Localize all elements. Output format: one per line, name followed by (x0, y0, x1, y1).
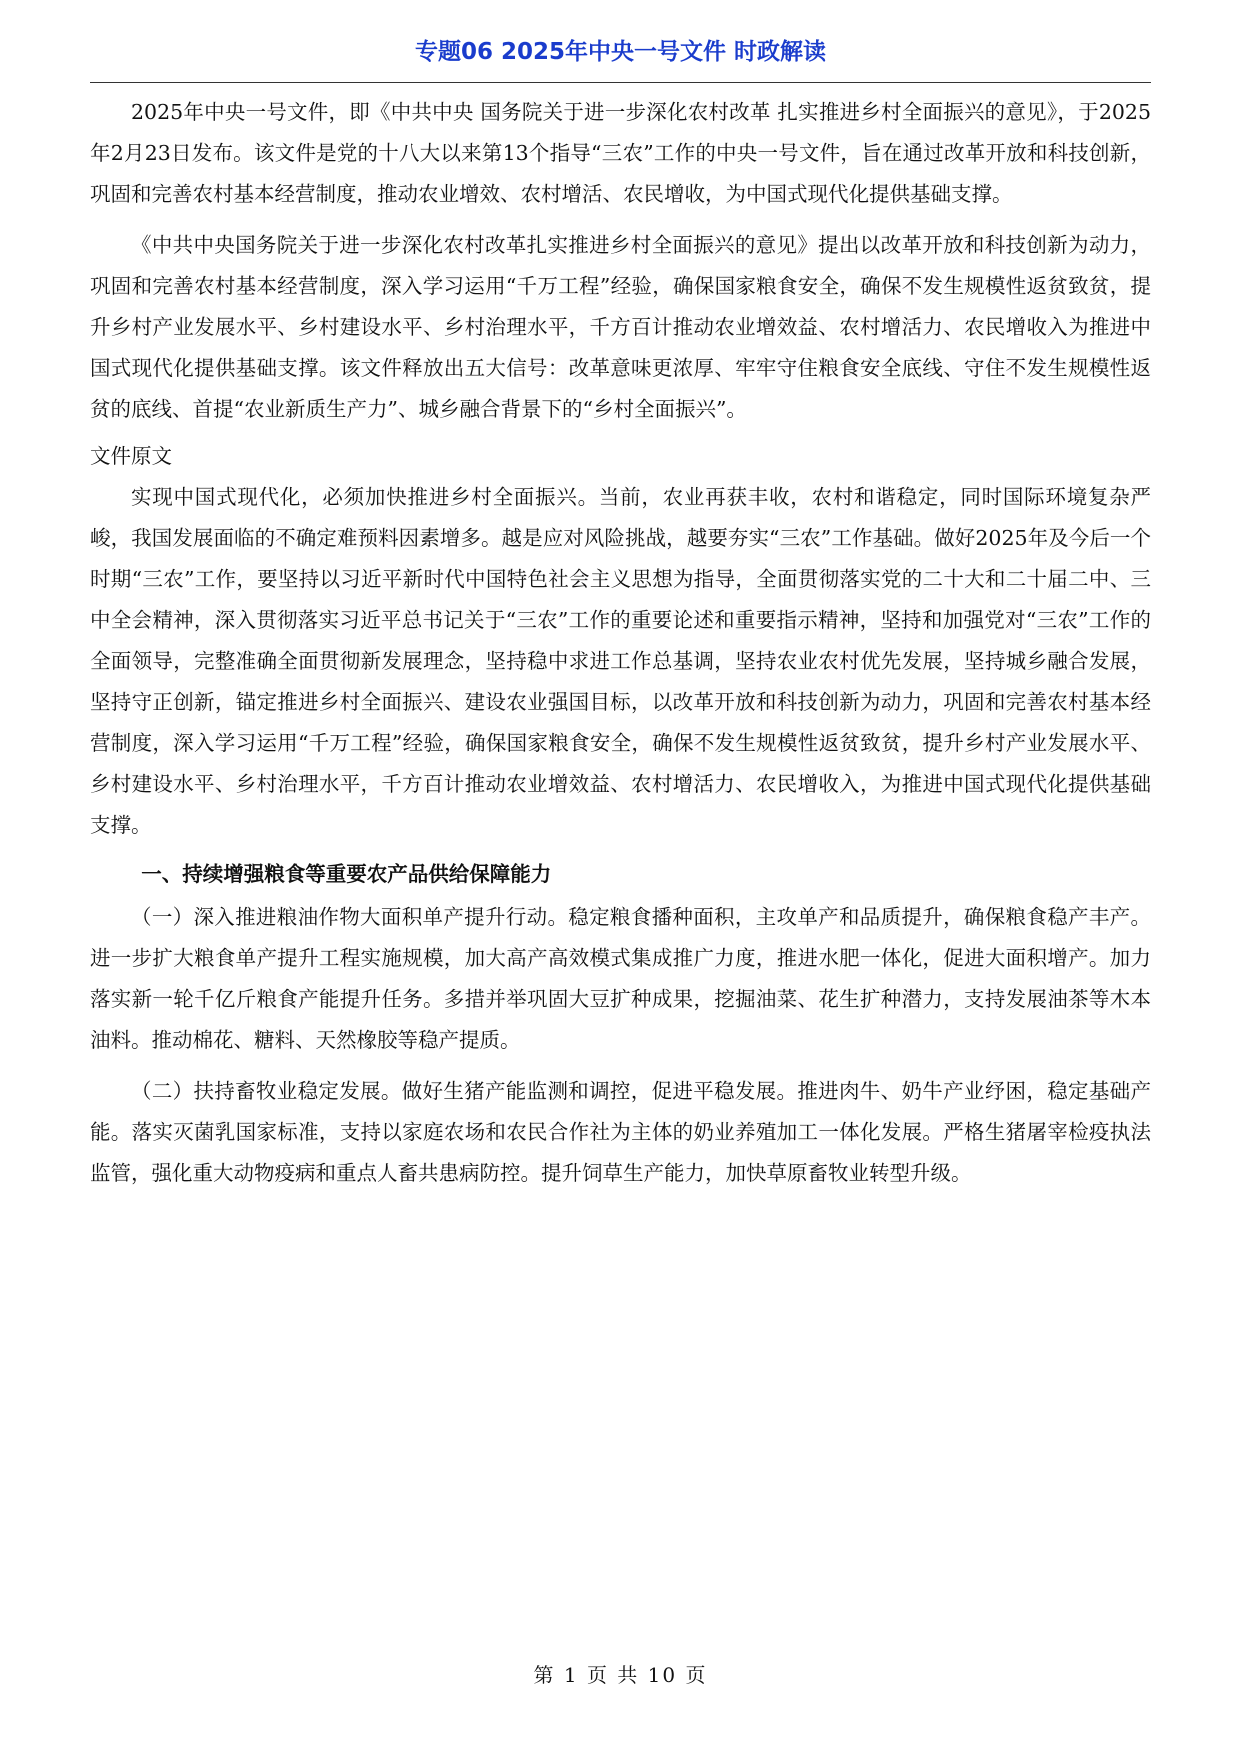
section-1-item-1: （一）深入推进粮油作物大面积单产提升行动。稳定粮食播种面积，主攻单产和品质提升，确保粮食稳产丰产。进一步扩大粮食单产提升工程实施规模，加大高产高效模式集成推广力度，推进水肥一体化，促进大面积增产。加力落实新一轮千亿斤粮食产能提升任务。多措并举巩固大豆扩种成果，挖掘油菜、花生扩种潜力，支持发展油茶等木本油料。推动棉花、糖料、天然橡胶等稳产提质。 (90, 905, 1151, 1052)
page-number-footer: 第 1 页 共 10 页 (533, 1663, 708, 1687)
original-paragraph-1: 实现中国式现代化，必须加快推进乡村全面振兴。当前，农业再获丰收，农村和谐稳定，同时国际环境复杂严峻，我国发展面临的不确定难预料因素增多。越是应对风险挑战，越要夯实“三农”工作基础。做好2025年及今后一个时期“三农”工作，要坚持以习近平新时代中国特色社会主义思想为指导，全面贯彻落实党的二十大和二十届二中、三中全会精神，深入贯彻落实习近平总书记关于“三农”工作的重要论述和重要指示精神，坚持和加强党对“三农”工作的全面领导，完整准确全面贯彻新发展理念，坚持稳中求进工作总基调，坚持农业农村优先发展，坚持城乡融合发展，坚持守正创新，锚定推进乡村全面振兴、建设农业强国目标，以改革开放和科技创新为动力，巩固和完善农村基本经营制度，深入学习运用“千万工程”经验，确保国家粮食安全，确保不发生规模性返贫致贫，提升乡村产业发展水平、乡村建设水平、乡村治理水平，千方百计推动农业增效益、农村增活力、农民增收入，为推进中国式现代化提供基础支撑。 (90, 485, 1151, 837)
section-1-heading: 一、持续增强粮食等重要农产品供给保障能力 (141, 862, 552, 886)
page-header-title: 专题06 2025年中央一号文件 时政解读 (414, 39, 827, 65)
section-1-item-2: （二）扶持畜牧业稳定发展。做好生猪产能监测和调控，促进平稳发展。推进肉牛、奶牛产业纾困，稳定基础产能。落实灭菌乳国家标准，支持以家庭农场和农民合作社为主体的奶业养殖加工一体化发展。严格生猪屠宰检疫执法监管，强化重大动物疫病和重点人畜共患病防控。提升饲草生产能力，加快草原畜牧业转型升级。 (90, 1079, 1151, 1185)
original-text-label: 文件原文 (90, 444, 172, 468)
intro-paragraph-1: 2025年中央一号文件，即《中共中央 国务院关于进一步深化农村改革 扎实推进乡村全面振兴的意见》，于2025年2月23日发布。该文件是党的十八大以来第13个指导“三农”工作的中央一号文件，旨在通过改革开放和科技创新，巩固和完善农村基本经营制度，推动农业增效、农村增活、农民增收，为中国式现代化提供基础支撑。 (90, 100, 1151, 206)
intro-paragraph-2: 《中共中央国务院关于进一步深化农村改革扎实推进乡村全面振兴的意见》提出以改革开放和科技创新为动力，巩固和完善农村基本经营制度，深入学习运用“千万工程”经验，确保国家粮食安全，确保不发生规模性返贫致贫，提升乡村产业发展水平、乡村建设水平、乡村治理水平，千方百计推动农业增效益、农村增活力、农民增收入为推进中国式现代化提供基础支撑。该文件释放出五大信号：改革意味更浓厚、牢牢守住粮食安全底线、守住不发生规模性返贫的底线、首提“农业新质生产力”、城乡融合背景下的“乡村全面振兴”。 (90, 233, 1151, 421)
header-divider (90, 82, 1151, 83)
document-body (90, 92, 1151, 1194)
